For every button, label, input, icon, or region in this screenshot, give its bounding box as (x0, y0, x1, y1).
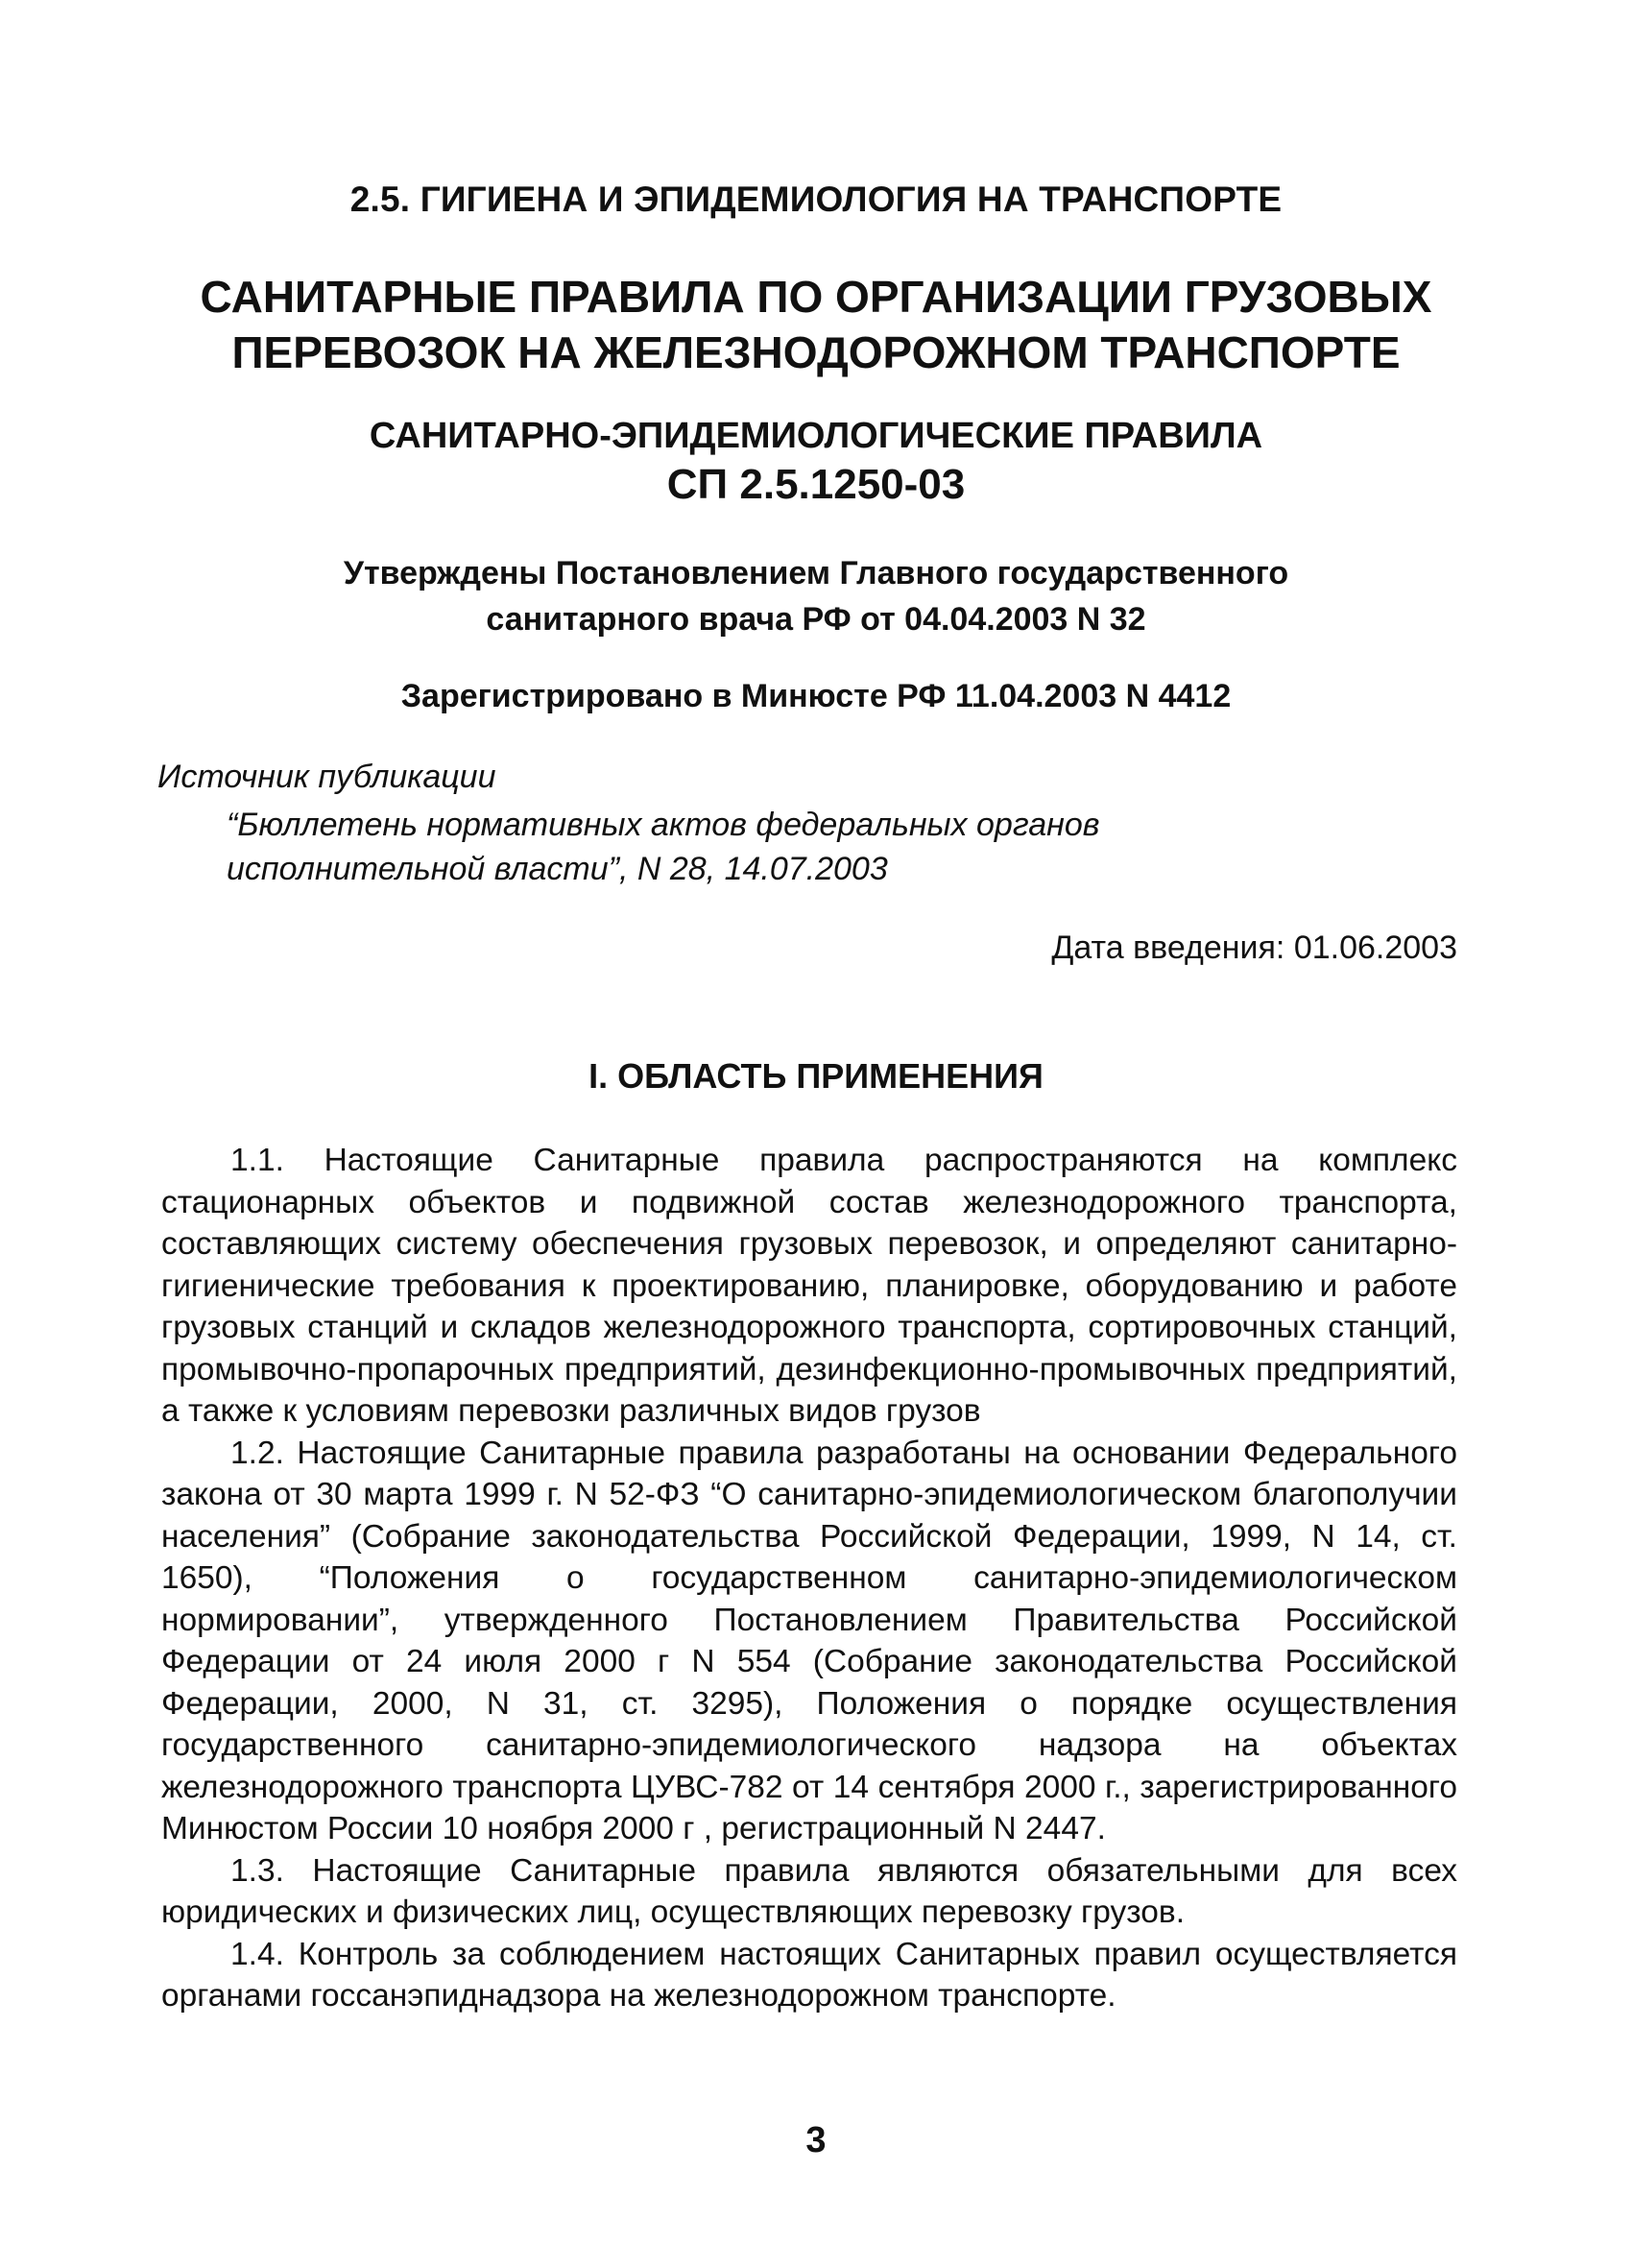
document-title-line-1: САНИТАРНЫЕ ПРАВИЛА ПО ОРГАНИЗАЦИИ ГРУЗОВЫХ (200, 272, 1432, 322)
document-subtitle: САНИТАРНО-ЭПИДЕМИОЛОГИЧЕСКИЕ ПРАВИЛА (369, 416, 1263, 456)
source-text (227, 803, 1099, 891)
document-code: СП 2.5.1250-03 (666, 461, 966, 508)
approval-note (0, 550, 1632, 642)
document-title (0, 269, 1632, 380)
source-label: Источник публикации (157, 759, 496, 795)
body-text (161, 1140, 1457, 2017)
source-text-line-1: “Бюллетень нормативных актов федеральных органов (227, 807, 1100, 843)
paragraph-1-2: 1.2. Настоящие Санитарные правила разработаны на основании Федерального закона от 30 марта 1999 г. N 52-ФЗ “О санитарно-эпидемиологическом благополучии населения” (Собрание законодательства Российской Федерации, 1999, N 14, ст. 1650), “Положения о государственном санитарно-эпидемиологическом нормировании”, утвержденного Постановлением Правительства Российской Федерации от 24 июля 2000 г N 554 (Собрание законодательства Российской Федерации, 2000, N 31, ст. 3295), Положения о порядке осуществления государственного санитарно-эпидемиологического надзора на объектах железнодорожного транспорта ЦУВС-782 от 14 сентября 2000 г., зарегистрированного Минюстом России 10 ноября 2000 г , регистрационный N 2447. (161, 1435, 1457, 1846)
document-title-line-2: ПЕРЕВОЗОК НА ЖЕЛЕЗНОДОРОЖНОМ ТРАНСПОРТЕ (231, 327, 1401, 377)
paragraph-1-4: 1.4. Контроль за соблюдением настоящих Санитарных правил осуществляется органами госсанэпиднадзора на железнодорожном транспорте. (161, 1936, 1457, 2014)
paragraph-1-1: 1.1. Настоящие Санитарные правила распространяются на комплекс стационарных объектов и подвижной состав железнодорожного транспорта, составляющих систему обеспечения грузовых перевозок, и определяют санитарно-гигиенические требования к проектированию, планировке, оборудованию и работе грузовых станций и складов железнодорожного транспорта, сортировочных станций, промывочно-пропарочных предприятий, дезинфекционно-промывочных предприятий, а также к условиям перевозки различных видов грузов (161, 1143, 1457, 1429)
approval-note-line-2: санитарного врача РФ от 04.04.2003 N 32 (486, 601, 1146, 638)
page-number: 3 (805, 2120, 827, 2160)
approval-note-line-1: Утверждены Постановлением Главного государственного (343, 555, 1289, 591)
introduction-date: Дата введения: 01.06.2003 (1051, 929, 1457, 966)
registration-note: Зарегистрировано в Минюсте РФ 11.04.2003 N 4412 (400, 678, 1232, 714)
chapter-heading: I. ОБЛАСТЬ ПРИМЕНЕНИЯ (588, 1056, 1044, 1096)
source-text-line-2: исполнительной власти”, N 28, 14.07.2003 (227, 851, 888, 887)
section-heading: 2.5. ГИГИЕНА И ЭПИДЕМИОЛОГИЯ НА ТРАНСПОРТЕ (349, 180, 1283, 219)
paragraph-1-3: 1.3. Настоящие Санитарные правила являются обязательными для всех юридических и физических лиц, осуществляющих перевозку грузов. (161, 1852, 1457, 1930)
